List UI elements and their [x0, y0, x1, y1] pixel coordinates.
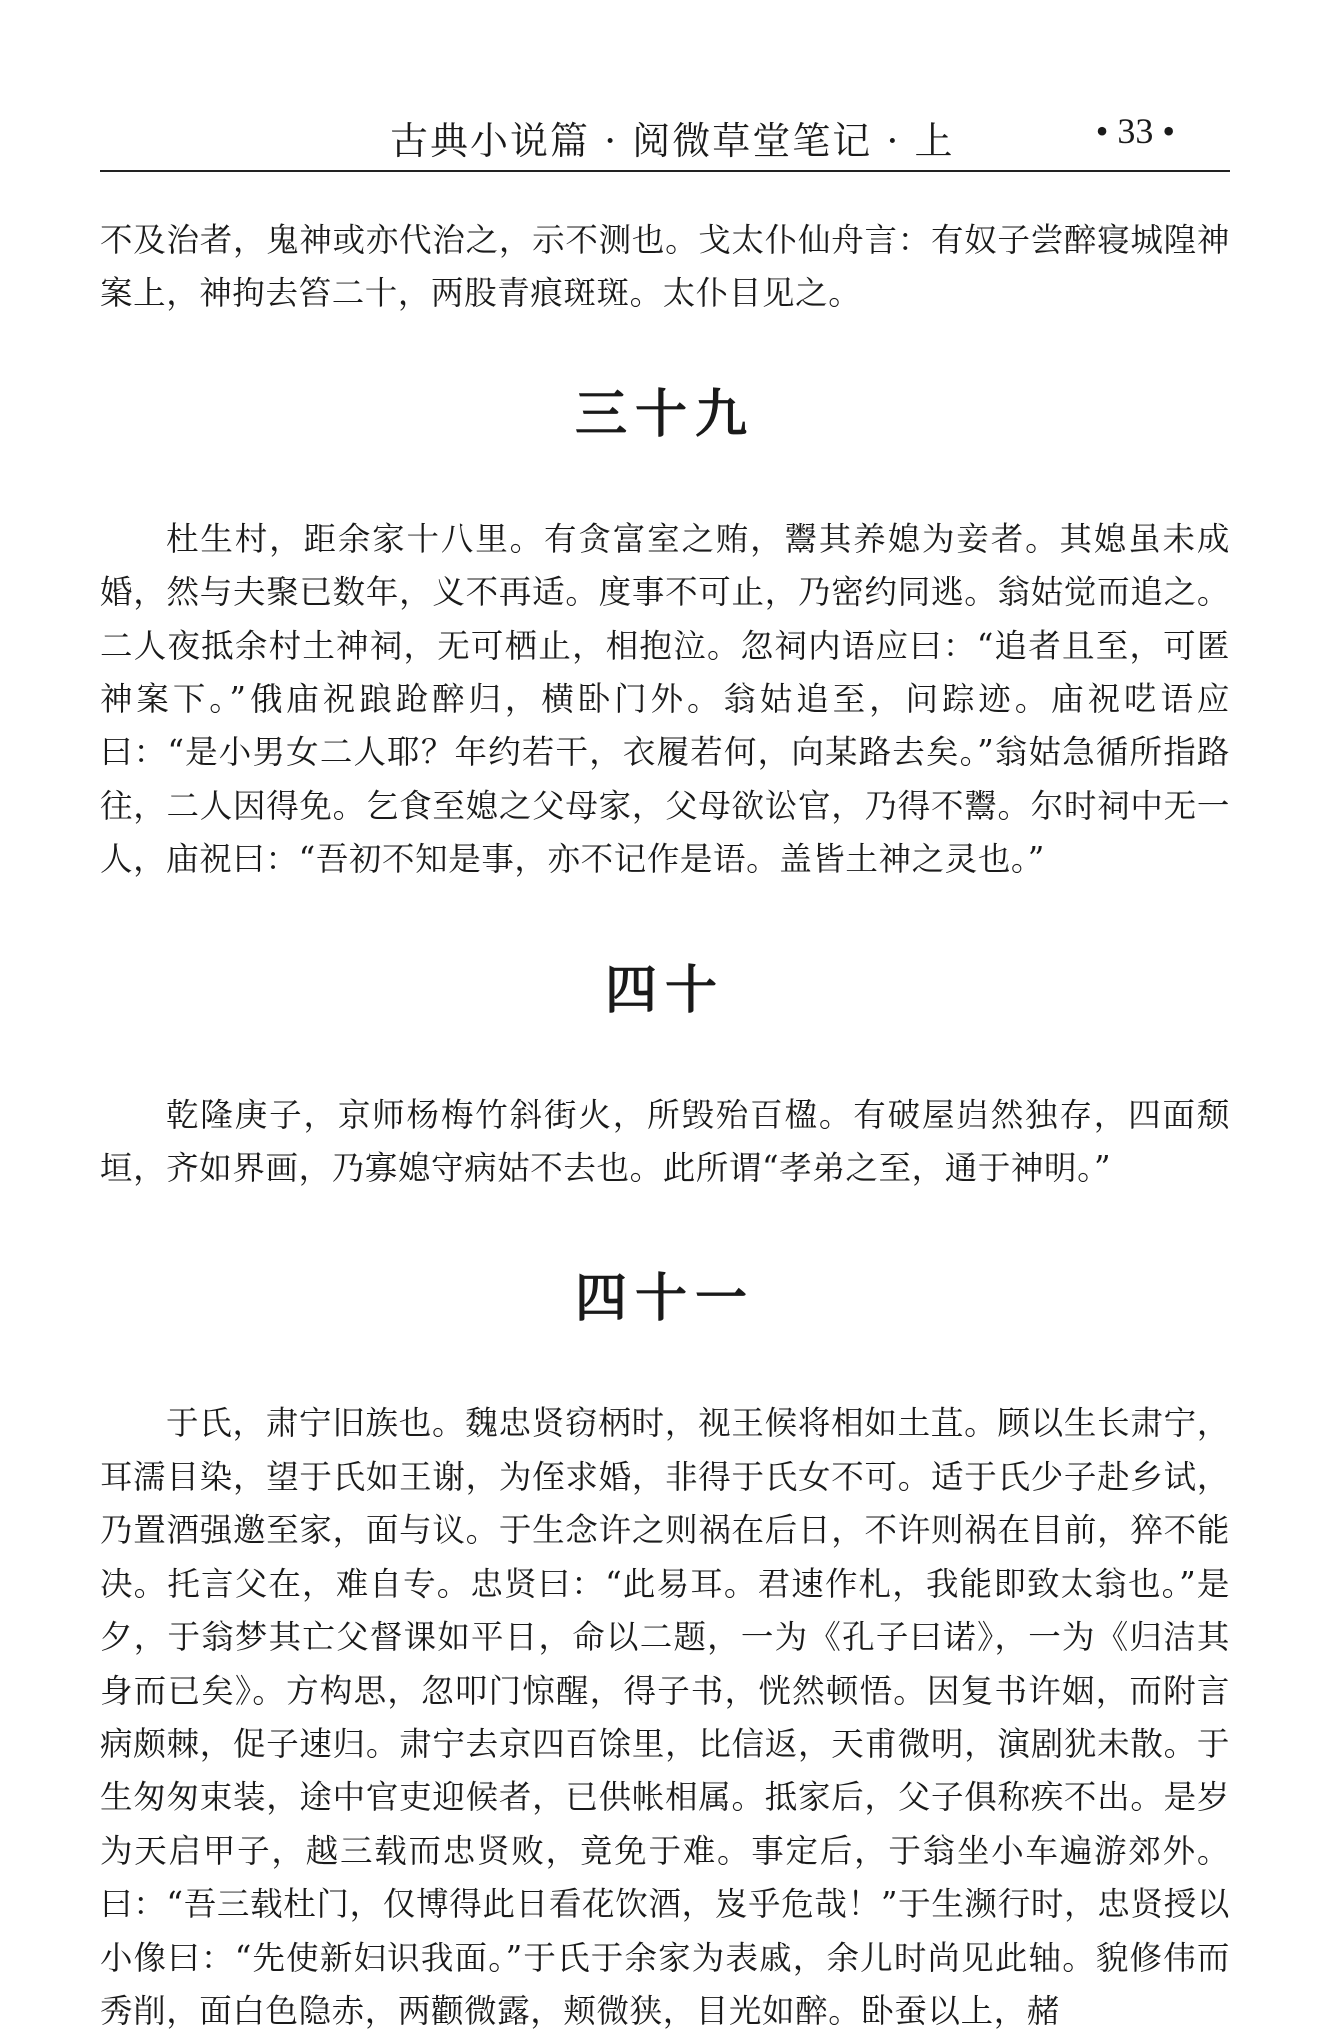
page-body	[100, 214, 1230, 2038]
section-title-41: 四十一	[574, 1269, 755, 1330]
header-rule	[100, 170, 1230, 172]
page-number: • 33 •	[1095, 111, 1175, 151]
continued-paragraph: 不及治者，鬼神或亦代治之，示不测也。戈太仆仙舟言：有奴子尝醉寝城隍神案上，神拘去笞二十，两股青痕斑斑。太仆目见之。	[100, 221, 1230, 313]
page-header	[100, 110, 1230, 170]
section-paragraph-41: 于氏，肃宁旧族也。魏忠贤窃柄时，视王候将相如土苴。顾以生长肃宁，耳濡目染，望于氏如王谢，为侄求婚，非得于氏女不可。适于氏少子赴乡试，乃置酒强邀至家，面与议。于生念许之则祸在后日，不许则祸在目前，猝不能决。托言父在，难自专。忠贤曰：“此易耳。君速作札，我能即致太翁也。”是夕，于翁梦其亡父督课如平日，命以二题，一为《孔子曰诺》，一为《归洁其身而已矣》。方构思，忽叩门惊醒，得子书，恍然顿悟。因复书许姻，而附言病颇棘，促子速归。肃宁去京四百馀里，比信返，天甫微明，演剧犹未散。于生匆匆束装，途中官吏迎候者，已供帐相属。抵家后，父子俱称疾不出。是岁为天启甲子，越三载而忠贤败，竟免于难。事定后，于翁坐小车遍游郊外。曰：“吾三载杜门，仅博得此日看花饮酒，岌乎危哉！”于生濒行时，忠贤授以小像曰：“先使新妇识我面。”于氏于余家为表戚，余儿时尚见此轴。貌修伟而秀削，面白色隐赤，两颧微露，颊微狭，目光如醉。卧蚕以上，赭	[100, 1404, 1230, 2030]
section-title-39: 三十九	[574, 384, 755, 445]
section-paragraph-40: 乾隆庚子，京师杨梅竹斜街火，所毁殆百楹。有破屋岿然独存，四面颓垣，齐如界画，乃寡媳守病姑不去也。此所谓“孝弟之至，通于神明。”	[100, 1095, 1230, 1188]
section-title-40: 四十	[604, 960, 725, 1021]
running-header-title: 古典小说篇 · 阅微草堂笔记 · 上	[390, 119, 955, 163]
section-paragraph-39: 杜生村，距余家十八里。有贪富室之贿，鬻其养媳为妾者。其媳虽未成婚，然与夫聚已数年，义不再适。度事不可止，乃密约同逃。翁姑觉而追之。二人夜抵余村土神祠，无可栖止，相抱泣。忽祠内语应曰：“追者且至，可匿神案下。”俄庙祝踉跄醉归，横卧门外。翁姑追至，问踪迹。庙祝呓语应曰：“是小男女二人耶？年约若干，衣履若何，向某路去矣。”翁姑急循所指路往，二人因得免。乞食至媳之父母家，父母欲讼官，乃得不鬻。尔时祠中无一人，庙祝曰：“吾初不知是事，亦不记作是语。盖皆土神之灵也。”	[100, 519, 1230, 879]
